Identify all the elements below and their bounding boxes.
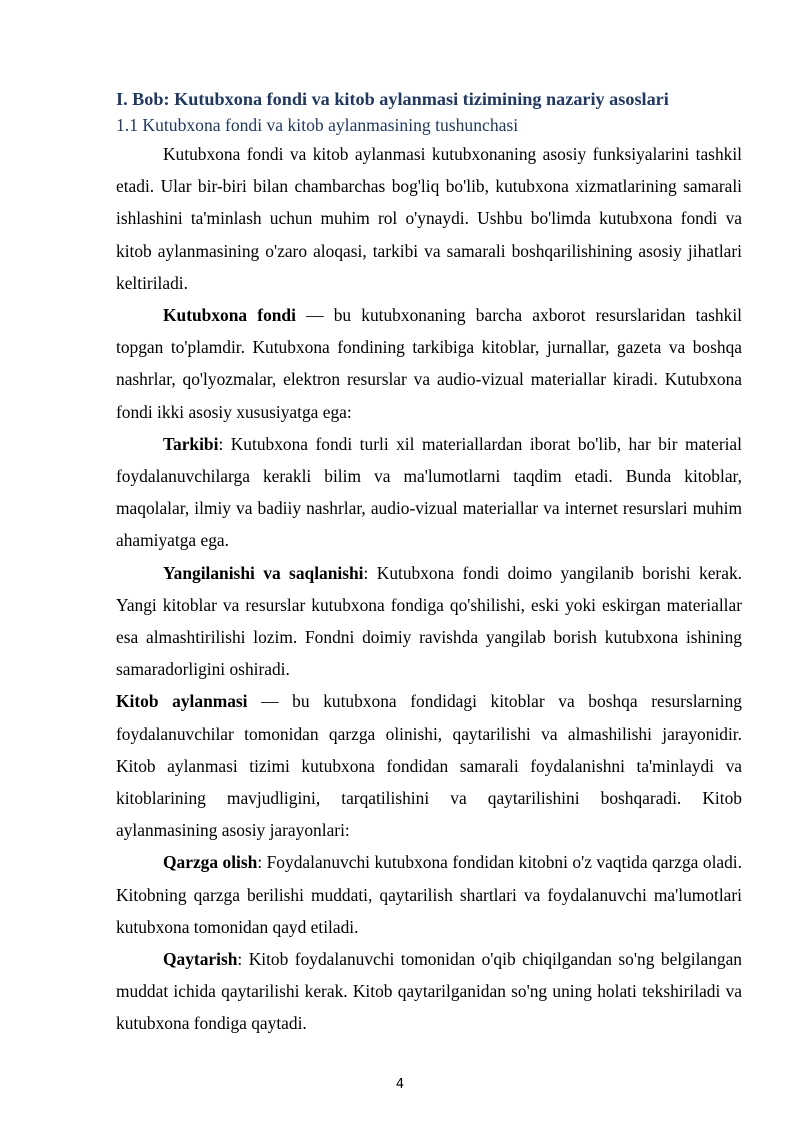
paragraph-text: Kutubxona fondi va kitob aylanmasi kutubxonaning asosiy funksiyalarini tashkil etadi. Ular bir-biri bilan chambarchas bog'liq bo'lib, kutubxona xizmatlarining samarali ishlashini ta'minlash uchun muhim rol o'ynaydi. Ushbu bo'limda kutubxona fondi va kitob aylanmasining o'zaro aloqasi, tarkibi va samarali boshqarilishining asosiy jihatlari keltiriladi. (116, 144, 742, 293)
term-composition: Tarkibi (163, 433, 219, 454)
paragraph-text: : Kutubxona fondi doimo yangilanib borishi kerak. Yangi kitoblar va resurslar kutubxona fondiga qo'shilishi, eski yoki eskirgan materiallar esa almashtirilishi lozim. Fondni doimiy ravishda yangilab borish kutubxona ishining samaradorligini oshiradi. (116, 562, 742, 680)
paragraph-text: : Foydalanuvchi kutubxona fondidan kitobni o'z vaqtida qarzga oladi. Kitobning qarzga berilishi muddati, qaytarilish shartlari va foydalanuvchi ma'lumotlari kutubxona tomonidan qayd etiladi. (116, 852, 742, 937)
paragraph-text: — bu kutubxonaning barcha axborot resurslaridan tashkil topgan to'plamdir. Kutubxona fondining tarkibiga kitoblar, jurnallar, gazeta va boshqa nashrlar, qo'lyozmalar, elektron resurslar va audio-vizual materiallar kiradi. Kutubxona fondi ikki asosiy xususiyatga ega: (116, 305, 742, 422)
paragraph-library-fund (116, 299, 742, 428)
paragraph-circulation (116, 685, 742, 846)
paragraph-returning (116, 943, 742, 1040)
term-returning: Qaytarish (163, 949, 238, 970)
paragraph-text: : Kutubxona fondi turli xil materiallardan iborat bo'lib, har bir material foydalanuvchilarga kerakli bilim va ma'lumotlarni taqdim etadi. Bunda kitoblar, maqolalar, ilmiy va badiiy nashrlar, audio-vizual materiallar va internet resurslari muhim ahamiyatga ega. (116, 433, 742, 551)
document-page (116, 86, 742, 1040)
paragraph-updating (116, 557, 742, 686)
paragraph-text: — bu kutubxona fondidagi kitoblar va boshqa resurslarning foydalanuvchilar tomonidan qarzga olinishi, qaytarilishi va almashilishi jarayonidir. Kitob aylanmasi tizimi kutubxona fondidan samarali foydalanishni ta'minlaydi va kitoblarining mavjudligini, tarqatilishini va qaytarilishini boshqaradi. Kitob aylanmasining asosiy jarayonlari: (116, 691, 742, 841)
page-number: 4 (395, 1077, 405, 1092)
term-borrowing: Qarzga olish (163, 852, 258, 873)
term-library-fund: Kutubxona fondi (163, 305, 296, 326)
chapter-title: I. Bob: Kutubxona fondi va kitob aylanmasi tizimining nazariy asoslari (116, 89, 669, 109)
paragraph-composition (116, 428, 742, 557)
section-title: 1.1 Kutubxona fondi va kitob aylanmasining tushunchasi (116, 115, 519, 135)
term-updating: Yangilanishi va saqlanishi (163, 562, 364, 583)
paragraph-text: : Kitob foydalanuvchi tomonidan o'qib chiqilgandan so'ng belgilangan muddat ichida qaytarilishi kerak. Kitob qaytarilganidan so'ng uning holati tekshiriladi va kutubxona fondiga qaytadi. (116, 949, 742, 1034)
paragraph-intro (116, 138, 742, 299)
paragraph-borrowing (116, 846, 742, 943)
term-circulation: Kitob aylanmasi (116, 691, 248, 712)
